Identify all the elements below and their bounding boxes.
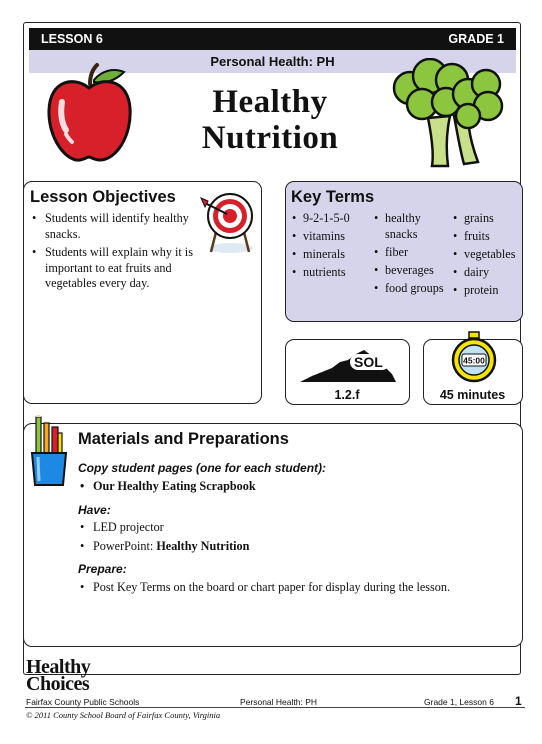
broccoli-icon [388, 58, 506, 170]
list-item: • beverages [373, 263, 445, 279]
stopwatch-readout: 45:00 [463, 355, 485, 366]
title-line-1: Healthy [212, 84, 328, 120]
sol-label: SOL [354, 354, 383, 370]
objectives-heading: Lesson Objectives [30, 188, 176, 206]
va-label: VA [306, 354, 326, 371]
list-item: • Students will identify healthy snacks. [31, 211, 199, 242]
have-list [79, 520, 499, 557]
have-item-bold: Healthy Nutrition [156, 538, 250, 553]
key-terms-column-1 [291, 211, 371, 283]
pencil-cup-icon [28, 415, 70, 489]
stopwatch-icon [450, 330, 498, 386]
list-item: • nutrients [291, 265, 371, 281]
footer-lesson: Grade 1, Lesson 6 [424, 697, 494, 707]
list-item: • Our Healthy Eating Scrapbook [79, 479, 499, 495]
sol-panel [285, 339, 410, 405]
footer-copyright: © 2011 County School Board of Fairfax County, Virginia [26, 710, 221, 720]
objectives-list [31, 211, 199, 295]
list-item: • minerals [291, 247, 371, 263]
page-title [140, 84, 400, 156]
footer-rule [25, 707, 525, 708]
key-terms-column-3 [452, 211, 522, 301]
list-item: • healthy snacks [373, 211, 445, 242]
list-item: • Students will explain why it is important to eat fruits and vegetables every day. [31, 245, 199, 292]
list-item: • fruits [452, 229, 522, 245]
have-item-prefix: PowerPoint: [93, 538, 157, 553]
list-item: • grains [452, 211, 522, 227]
time-panel [423, 339, 523, 405]
list-item: • LED projector [79, 520, 499, 536]
copy-list [79, 479, 499, 498]
apple-icon [44, 62, 134, 166]
prepare-label: Prepare: [78, 562, 127, 576]
lesson-objectives-panel [23, 181, 262, 404]
list-item: • vegetables [452, 247, 522, 263]
copy-label: Copy student pages (one for each student): [78, 461, 327, 475]
list-item: • 9-2-1-5-0 [291, 211, 371, 227]
list-item: • protein [452, 283, 522, 299]
have-label: Have: [78, 503, 111, 517]
list-item: • dairy [452, 265, 522, 281]
key-terms-column-2 [373, 211, 445, 299]
list-item: • fiber [373, 245, 445, 261]
duration-label: 45 minutes [439, 388, 506, 402]
prepare-list [79, 580, 519, 599]
sol-code: 1.2.f [334, 388, 360, 402]
footer-org: Fairfax County Public Schools [26, 697, 140, 707]
list-item: • Post Key Terms on the board or chart paper for display during the lesson. [79, 580, 519, 596]
strand-bar: Personal Health: PH [29, 50, 516, 73]
list-item: • food groups [373, 281, 445, 297]
healthy-choices-logo [26, 656, 91, 695]
logo-line-1: Healthy [26, 656, 91, 678]
grade-label: GRADE 1 [448, 32, 504, 46]
materials-panel [23, 423, 523, 647]
target-icon [199, 188, 255, 256]
materials-heading: Materials and Preparations [78, 430, 289, 448]
title-line-2: Nutrition [201, 120, 339, 156]
key-terms-heading: Key Terms [291, 188, 375, 206]
lesson-bar [29, 28, 516, 50]
list-item: • vitamins [291, 229, 371, 245]
list-item [79, 539, 499, 555]
lesson-number: LESSON 6 [41, 32, 103, 46]
footer-strand: Personal Health: PH [240, 697, 318, 707]
page-number: 1 [515, 694, 522, 708]
key-terms-panel [285, 181, 523, 322]
logo-line-2: Choices [26, 673, 90, 695]
